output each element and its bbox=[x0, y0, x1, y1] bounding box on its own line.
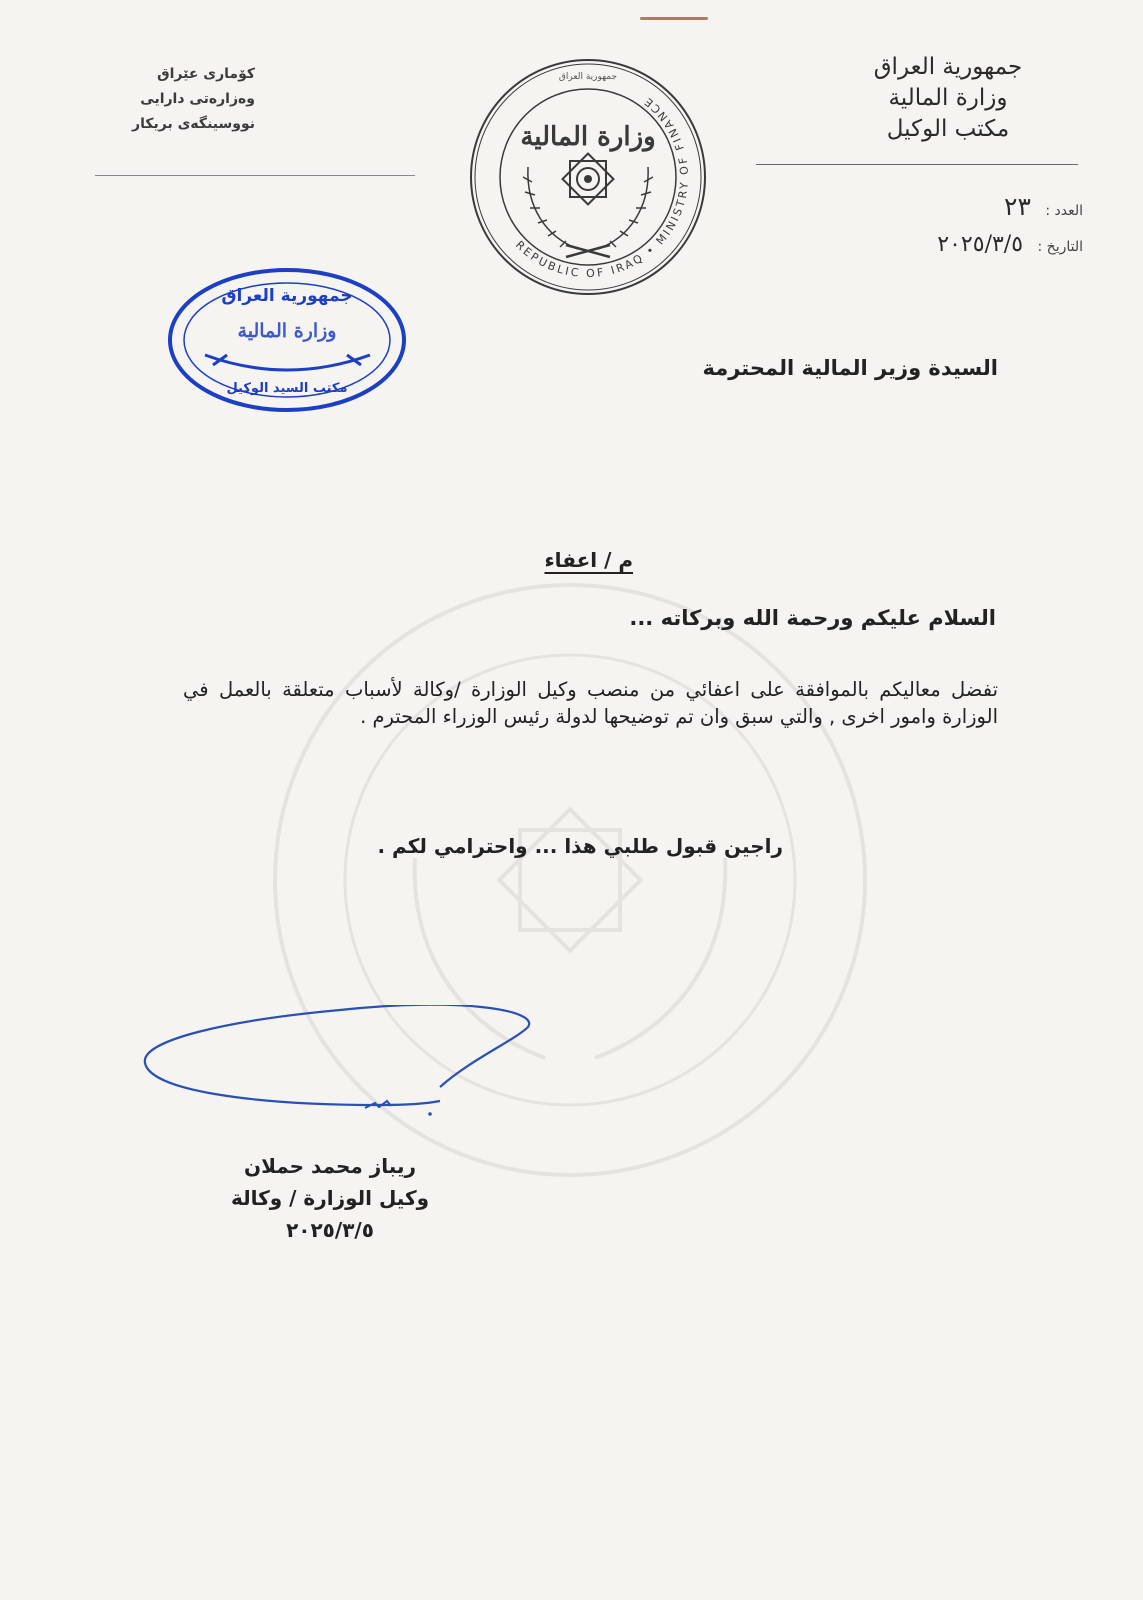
signatory-name: ريباز محمد حملان bbox=[244, 1154, 416, 1178]
emblem-ring-top-text: جمهورية العراق bbox=[558, 72, 618, 82]
signatory-block bbox=[215, 1150, 445, 1246]
header-office: مكتب الوكيل bbox=[886, 116, 1010, 142]
letterhead-kurdish bbox=[95, 62, 255, 137]
ministry-emblem-icon bbox=[466, 57, 710, 297]
letterhead-arabic bbox=[818, 52, 1078, 145]
header-ku-ministry: وەزارەتی دارایی bbox=[140, 91, 255, 107]
header-ministry: وزارة المالية bbox=[888, 85, 1008, 111]
stamp-bottom-text: مكتب السيد الوكيل bbox=[226, 381, 348, 396]
top-margin-mark bbox=[640, 17, 708, 20]
letterhead-rule-right bbox=[756, 164, 1078, 165]
emblem-rosette-icon bbox=[563, 154, 614, 205]
office-stamp-icon bbox=[165, 265, 410, 415]
number-label: العدد : bbox=[1045, 203, 1083, 219]
date-value: ٢٠٢٥/٣/٥ bbox=[937, 232, 1024, 257]
reference-date bbox=[937, 232, 1083, 257]
closing-line: راجين قبول طلبي هذا ... واحترامي لكم . bbox=[377, 834, 783, 858]
signatory-title: وكيل الوزارة / وكالة bbox=[230, 1186, 430, 1210]
date-label: التاريخ : bbox=[1037, 239, 1083, 255]
letter-body: تفضل معاليكم بالموافقة على اعفائي من منصب وكيل الوزارة /وكالة لأسباب متعلقة بالعمل في الوزارة وامور اخرى , والتي سبق وان تم توضيحها لدولة رئيس الوزراء المحترم . bbox=[183, 678, 998, 728]
handwritten-signature-icon bbox=[140, 1005, 540, 1135]
stamp-middle-text: وزارة المالية bbox=[237, 320, 337, 342]
header-ku-republic: كۆماری عێراق bbox=[157, 66, 255, 82]
emblem-center-text: وزارة المالية bbox=[520, 122, 656, 152]
addressee: السيدة وزير المالية المحترمة bbox=[702, 356, 998, 380]
emblem-ring-text: REPUBLIC OF IRAQ • MINISTRY OF FINANCE bbox=[512, 93, 692, 281]
letterhead-rule-left bbox=[95, 175, 415, 176]
greeting: السلام عليكم ورحمة الله وبركاته ... bbox=[629, 606, 996, 630]
subject-line: م / اعفاء bbox=[544, 548, 633, 572]
header-republic: جمهورية العراق bbox=[873, 54, 1023, 80]
stamp-top-text: جمهورية العراق bbox=[221, 286, 353, 306]
reference-number bbox=[1004, 192, 1083, 221]
number-value: ٢٣ bbox=[1004, 192, 1031, 221]
signatory-date: ٢٠٢٥/٣/٥ bbox=[286, 1218, 374, 1242]
header-ku-office: نووسینگەی بریكار bbox=[132, 116, 255, 132]
